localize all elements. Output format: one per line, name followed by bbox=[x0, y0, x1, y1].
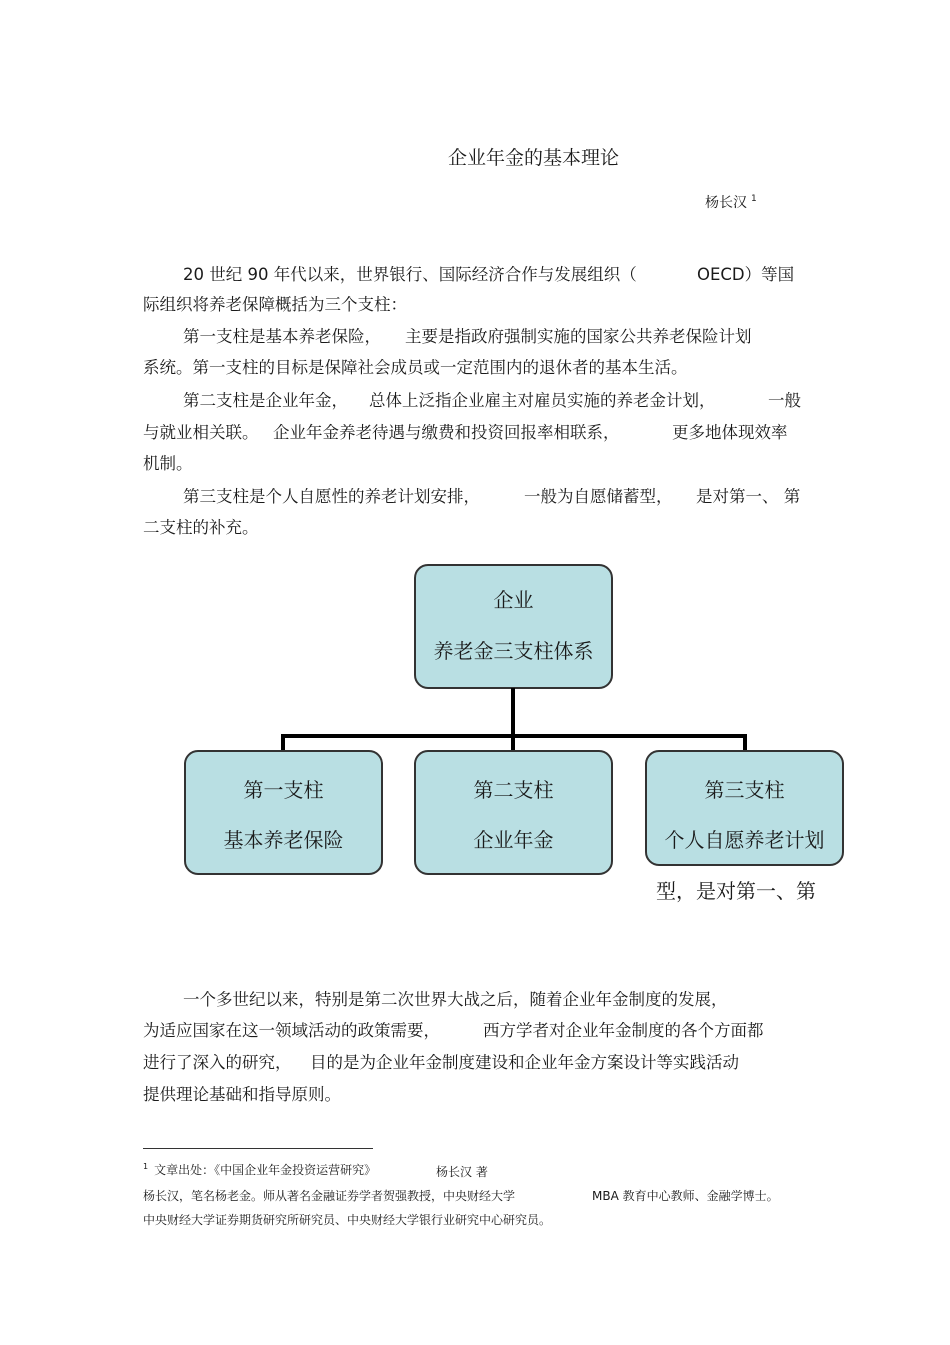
intro-p3-line3: 机制。 bbox=[143, 454, 193, 473]
connector-right bbox=[743, 734, 747, 751]
pillar-box-3 bbox=[645, 750, 844, 866]
intro-p1-line1a: 20 世纪 90 年代以来，世界银行、国际经济合作与发展组织（ bbox=[183, 265, 637, 284]
body2-line4: 提供理论基础和指导原则。 bbox=[143, 1085, 341, 1104]
page-title: 企业年金的基本理论 bbox=[448, 147, 620, 169]
body2-line2a: 为适应国家在这一领域活动的政策需要， bbox=[143, 1021, 440, 1040]
author-name: 杨长汉 bbox=[705, 195, 747, 211]
intro-p3-line1a: 第二支柱是企业年金， bbox=[183, 391, 348, 410]
footnote-line1a bbox=[143, 1161, 376, 1178]
root-line1: 企业 bbox=[493, 588, 534, 612]
root-box bbox=[414, 564, 613, 689]
body2-line1: 一个多世纪以来，特别是第二次世界大战之后，随着企业年金制度的发展， bbox=[183, 990, 728, 1009]
connector-middle bbox=[511, 734, 515, 751]
pillar-box-1 bbox=[184, 750, 383, 875]
body2-line3a: 进行了深入的研究， bbox=[143, 1053, 292, 1072]
footnote-mark: 1 bbox=[143, 1162, 149, 1171]
intro-p4-line1a: 第三支柱是个人自愿性的养老计划安排， bbox=[183, 487, 480, 506]
body2-line3b: 目的是为企业年金制度建设和企业年金方案设计等实践活动 bbox=[310, 1053, 739, 1072]
connector-vertical-root bbox=[511, 688, 515, 736]
author-line bbox=[705, 192, 757, 212]
intro-p4-line1c: 是对第一、 第 bbox=[696, 487, 801, 506]
footnote-line2b: MBA 教育中心教师、金融学博士。 bbox=[592, 1189, 779, 1203]
footnote-line2a: 杨长汉，笔名杨老金。师从著名金融证券学者贺强教授，中央财经大学 bbox=[143, 1189, 516, 1203]
pillar-3-title: 第三支柱 bbox=[704, 778, 785, 802]
pillar-3-desc: 个人自愿养老计划 bbox=[664, 828, 825, 852]
footnote-ref: 1 bbox=[751, 194, 757, 204]
connector-left bbox=[281, 734, 285, 751]
pillar-1-title: 第一支柱 bbox=[243, 778, 324, 802]
pillar-1-desc: 基本养老保险 bbox=[223, 828, 344, 852]
pillar-2-title: 第二支柱 bbox=[473, 778, 554, 802]
diagram-overflow-text: 型，是对第一、第 bbox=[656, 879, 816, 903]
intro-p3-line1c: 一般 bbox=[768, 391, 801, 410]
pillar-box-2 bbox=[414, 750, 613, 875]
intro-p1-line1b: OECD）等国 bbox=[697, 265, 795, 284]
intro-p4-line2: 二支柱的补充。 bbox=[143, 518, 259, 537]
footnote-line3: 中央财经大学证券期货研究所研究员、中央财经大学银行业研究中心研究员。 bbox=[143, 1213, 552, 1227]
intro-p2-line2: 系统。第一支柱的目标是保障社会成员或一定范围内的退休者的基本生活。 bbox=[143, 358, 688, 377]
intro-p3-line1b: 总体上泛指企业雇主对雇员实施的养老金计划， bbox=[369, 391, 716, 410]
intro-p2-line1b: 主要是指政府强制实施的国家公共养老保险计划 bbox=[405, 327, 752, 346]
intro-p3-line2b: 企业年金养老待遇与缴费和投资回报率相联系， bbox=[273, 423, 620, 442]
pillar-2-desc: 企业年金 bbox=[473, 828, 554, 852]
footnote-rule bbox=[143, 1148, 373, 1149]
intro-p3-line2c: 更多地体现效率 bbox=[672, 423, 788, 442]
intro-p2-line1a: 第一支柱是基本养老保险， bbox=[183, 327, 381, 346]
footnote-source: 文章出处：《中国企业年金投资运营研究》 bbox=[154, 1163, 377, 1177]
footnote-line1b: 杨长汉 著 bbox=[436, 1165, 488, 1179]
body2-line2b: 西方学者对企业年金制度的各个方面都 bbox=[483, 1021, 764, 1040]
intro-p1-line2: 际组织将养老保障概括为三个支柱： bbox=[143, 295, 407, 314]
intro-p3-line2a: 与就业相关联。 bbox=[143, 423, 259, 442]
intro-p4-line1b: 一般为自愿储蓄型， bbox=[524, 487, 673, 506]
root-line2: 养老金三支柱体系 bbox=[433, 639, 594, 663]
